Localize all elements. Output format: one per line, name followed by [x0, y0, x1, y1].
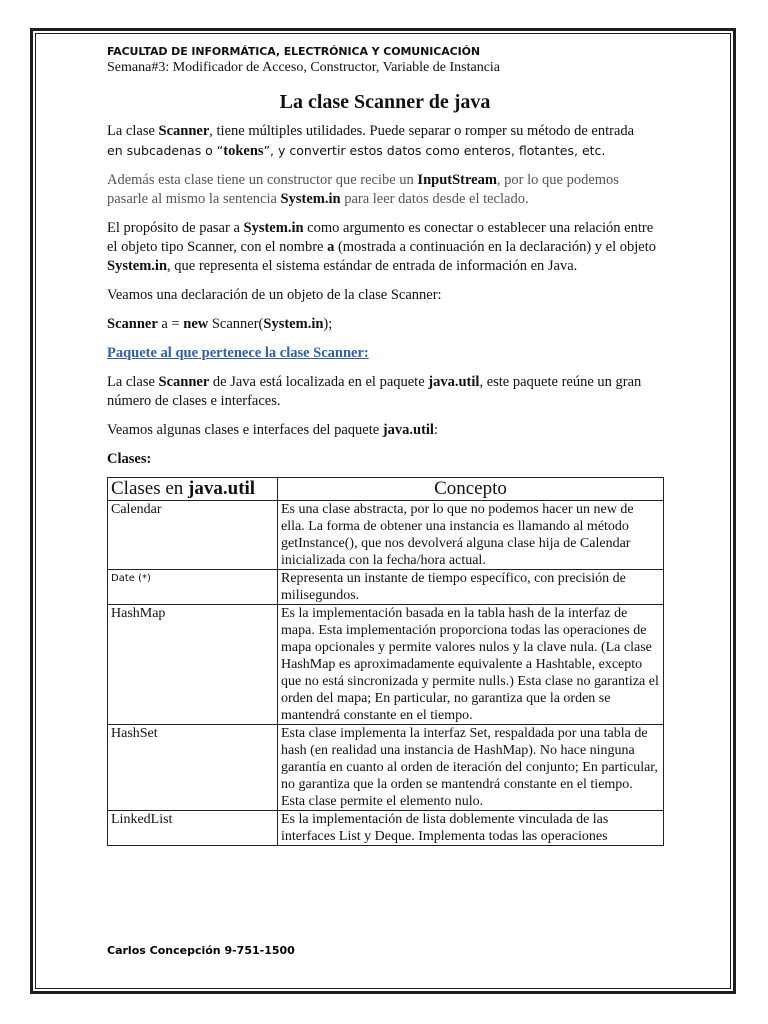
paragraph-classes-intro: Veamos algunas clases e interfaces del paquete java.util: — [107, 422, 438, 438]
table-row — [108, 725, 664, 811]
class-name: HashSet — [108, 725, 278, 811]
paragraph-package: La clase Scanner de Java está localizada en el paquete java.util, este paquete reúne un gran número de clases e interfaces. — [107, 374, 642, 409]
table-header-concept: Concepto — [278, 478, 664, 501]
class-name: Date (*) — [108, 570, 278, 605]
week-subtitle: Semana#3: Modificador de Acceso, Constructor, Variable de Instancia — [107, 60, 501, 75]
table-row — [108, 501, 664, 570]
table-row — [108, 570, 664, 605]
classes-label: Clases: — [107, 451, 152, 467]
class-description: Representa un instante de tiempo específico, con precisión de milisegundos. — [278, 570, 664, 605]
table-header-classes: Clases en java.util — [108, 478, 278, 501]
faculty-header: FACULTAD DE INFORMÁTICA, ELECTRÓNICA Y COMUNICACIÓN — [107, 45, 480, 58]
paragraph-declaration-intro: Veamos una declaración de un objeto de la clase Scanner: — [107, 287, 442, 303]
class-name: LinkedList — [108, 811, 278, 846]
paragraph-intro: La clase Scanner, tiene múltiples utilidades. Puede separar o romper su método de entrada en subcadenas o “tokens”, y convertir estos datos como enteros, flotantes, etc. — [107, 123, 635, 159]
table-header-row — [108, 478, 664, 501]
paragraph-constructor: Además esta clase tiene un constructor que recibe un InputStream, por lo que podemos pasarle al mismo la sentencia System.in para leer datos desde el teclado. — [107, 172, 619, 207]
table-row — [108, 605, 664, 725]
class-description: Es una clase abstracta, por lo que no podemos hacer un new de ella. La forma de obtener una instancia es llamando al método getInstance(), que nos devolverá alguna clase hija de Calendar inicializada con la fecha/hora actual. — [278, 501, 664, 570]
document-title: La clase Scanner de java — [279, 91, 491, 113]
class-name: Calendar — [108, 501, 278, 570]
table-row — [108, 811, 664, 846]
code-declaration: Scanner a = new Scanner(System.in); — [107, 316, 333, 332]
paragraph-purpose: El propósito de pasar a System.in como argumento es conectar o establecer una relación entre el objeto tipo Scanner, con el nombre a (mostrada a continuación en la declaración) y el objeto System.in, que representa el sistema estándar de entrada de información en Java. — [107, 220, 657, 274]
footer-author: Carlos Concepción 9-751-1500 — [107, 944, 295, 957]
class-name: HashMap — [108, 605, 278, 725]
class-description: Esta clase implementa la interfaz Set, respaldada por una tabla de hash (en realidad una instancia de HashMap). No hace ninguna garantía en cuanto al orden de iteración del conjunto; En particular, no garantiza que la orden se mantendrá constante en el tiempo. Esta clase permite el elemento nulo. — [278, 725, 664, 811]
class-description: Es la implementación basada en la tabla hash de la interfaz de mapa. Esta implementación proporciona todas las operaciones de mapa opcionales y permite valores nulos y la clave nula. (La clase HashMap es aproximadamente equivalente a Hashtable, excepto que no está sincronizada y permite nulls.) Esta clase no garantiza el orden del mapa; En particular, no garantiza que la orden se mantendrá constante en el tiempo. — [278, 605, 664, 725]
class-description: Es la implementación de lista doblemente vinculada de las interfaces List y Deque. Implementa todas las operaciones — [278, 811, 664, 846]
package-heading-link[interactable]: Paquete al que pertenece la clase Scanner: — [107, 345, 369, 361]
document-page — [107, 44, 663, 846]
classes-table — [107, 477, 664, 846]
